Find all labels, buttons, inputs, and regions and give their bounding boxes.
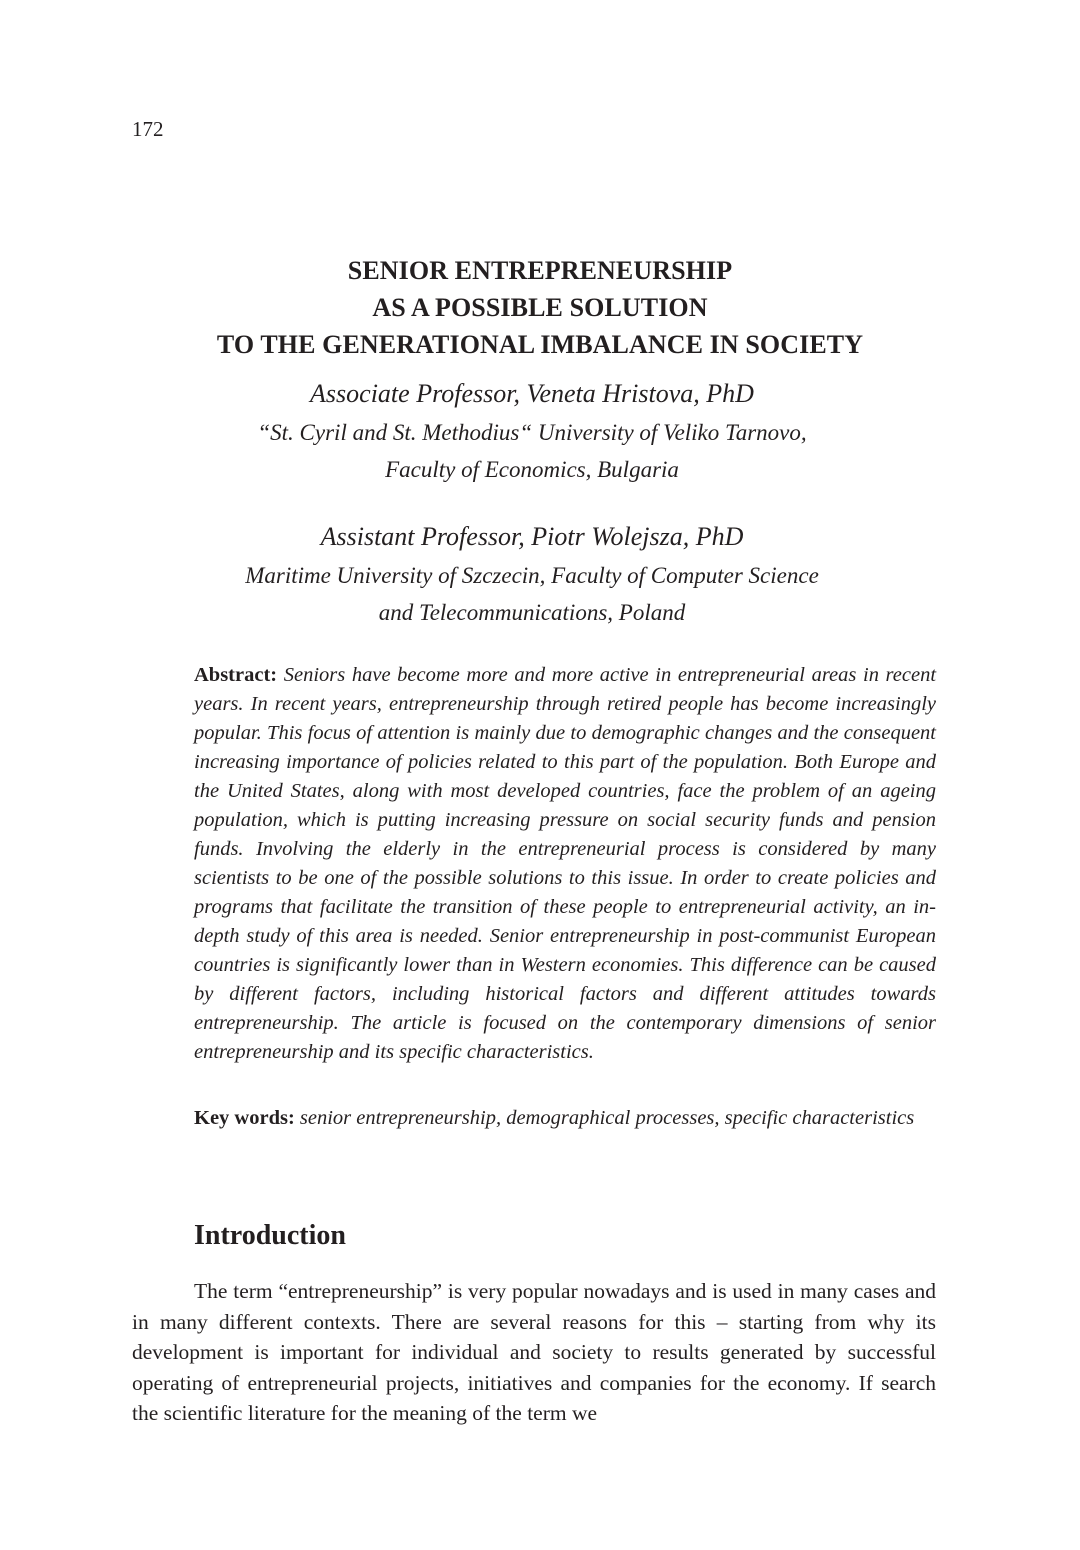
author-block-2 xyxy=(132,517,932,631)
author-name-2: Assistant Professor, Piotr Wolejsza, PhD xyxy=(320,522,744,551)
author-name-1: Associate Professor, Veneta Hristova, PhD xyxy=(310,379,754,408)
keywords xyxy=(194,1104,936,1133)
section-heading-introduction: Introduction xyxy=(194,1220,346,1251)
keywords-label: Key words: xyxy=(194,1107,295,1129)
paper-title xyxy=(0,252,1080,363)
abstract-text: Seniors have become more and more active in entrepreneurial areas in recent years. In recent years, entrepreneurship through retired people has become increasingly popular. This focus of attention is mainly due to demographic changes and the consequent increasing importance of policies related to this part of the population. Both Europe and the United States, along with most developed countries, face the problem of an ageing population, which is putting increasing pressure on social security funds and pension funds. Involving the elderly in the entrepreneurial process is considered by many scientists to be one of the possible solutions to this issue. In order to create policies and programs that facilitate the transition of these people to entrepreneurial activity, an in-depth study of this area is needed. Senior entrepreneurship in post-communist European countries is significantly lower than in Western economies. This difference can be caused by different factors, including historical factors and different attitudes towards entrepreneurship. The article is focused on the contemporary dimensions of senior entrepreneurship and its specific characteristics. xyxy=(194,664,937,1063)
author-affiliation-1-line-1: “St. Cyril and St. Methodius“ University of Veliko Tarnovo, xyxy=(257,420,807,445)
title-line-1: SENIOR ENTREPRENEURSHIP xyxy=(347,256,733,285)
author-affiliation-2-line-1: Maritime University of Szczecin, Faculty of Computer Science xyxy=(245,563,819,588)
author-affiliation-2-line-2: and Telecommunications, Poland xyxy=(378,600,686,625)
title-line-2: AS A POSSIBLE SOLUTION xyxy=(372,293,708,322)
introduction-paragraph: The term “entrepreneurship” is very popular nowadays and is used in many cases and in many different contexts. There are several reasons for this – starting from why its development is important for individual and society to results generated by successful operating of entrepreneurial projects, initiatives and companies for the economy. If search the scientific literature for the meaning of the term we xyxy=(132,1279,936,1425)
title-line-3: TO THE GENERATIONAL IMBALANCE IN SOCIETY xyxy=(216,330,864,359)
author-block-1 xyxy=(132,374,932,488)
author-affiliation-1-line-2: Faculty of Economics, Bulgaria xyxy=(385,457,679,482)
page-number: 172 xyxy=(132,117,164,141)
abstract-label: Abstract: xyxy=(194,664,278,686)
abstract xyxy=(194,661,936,1067)
keywords-text: senior entrepreneurship, demographical processes, specific characteristics xyxy=(299,1107,915,1129)
